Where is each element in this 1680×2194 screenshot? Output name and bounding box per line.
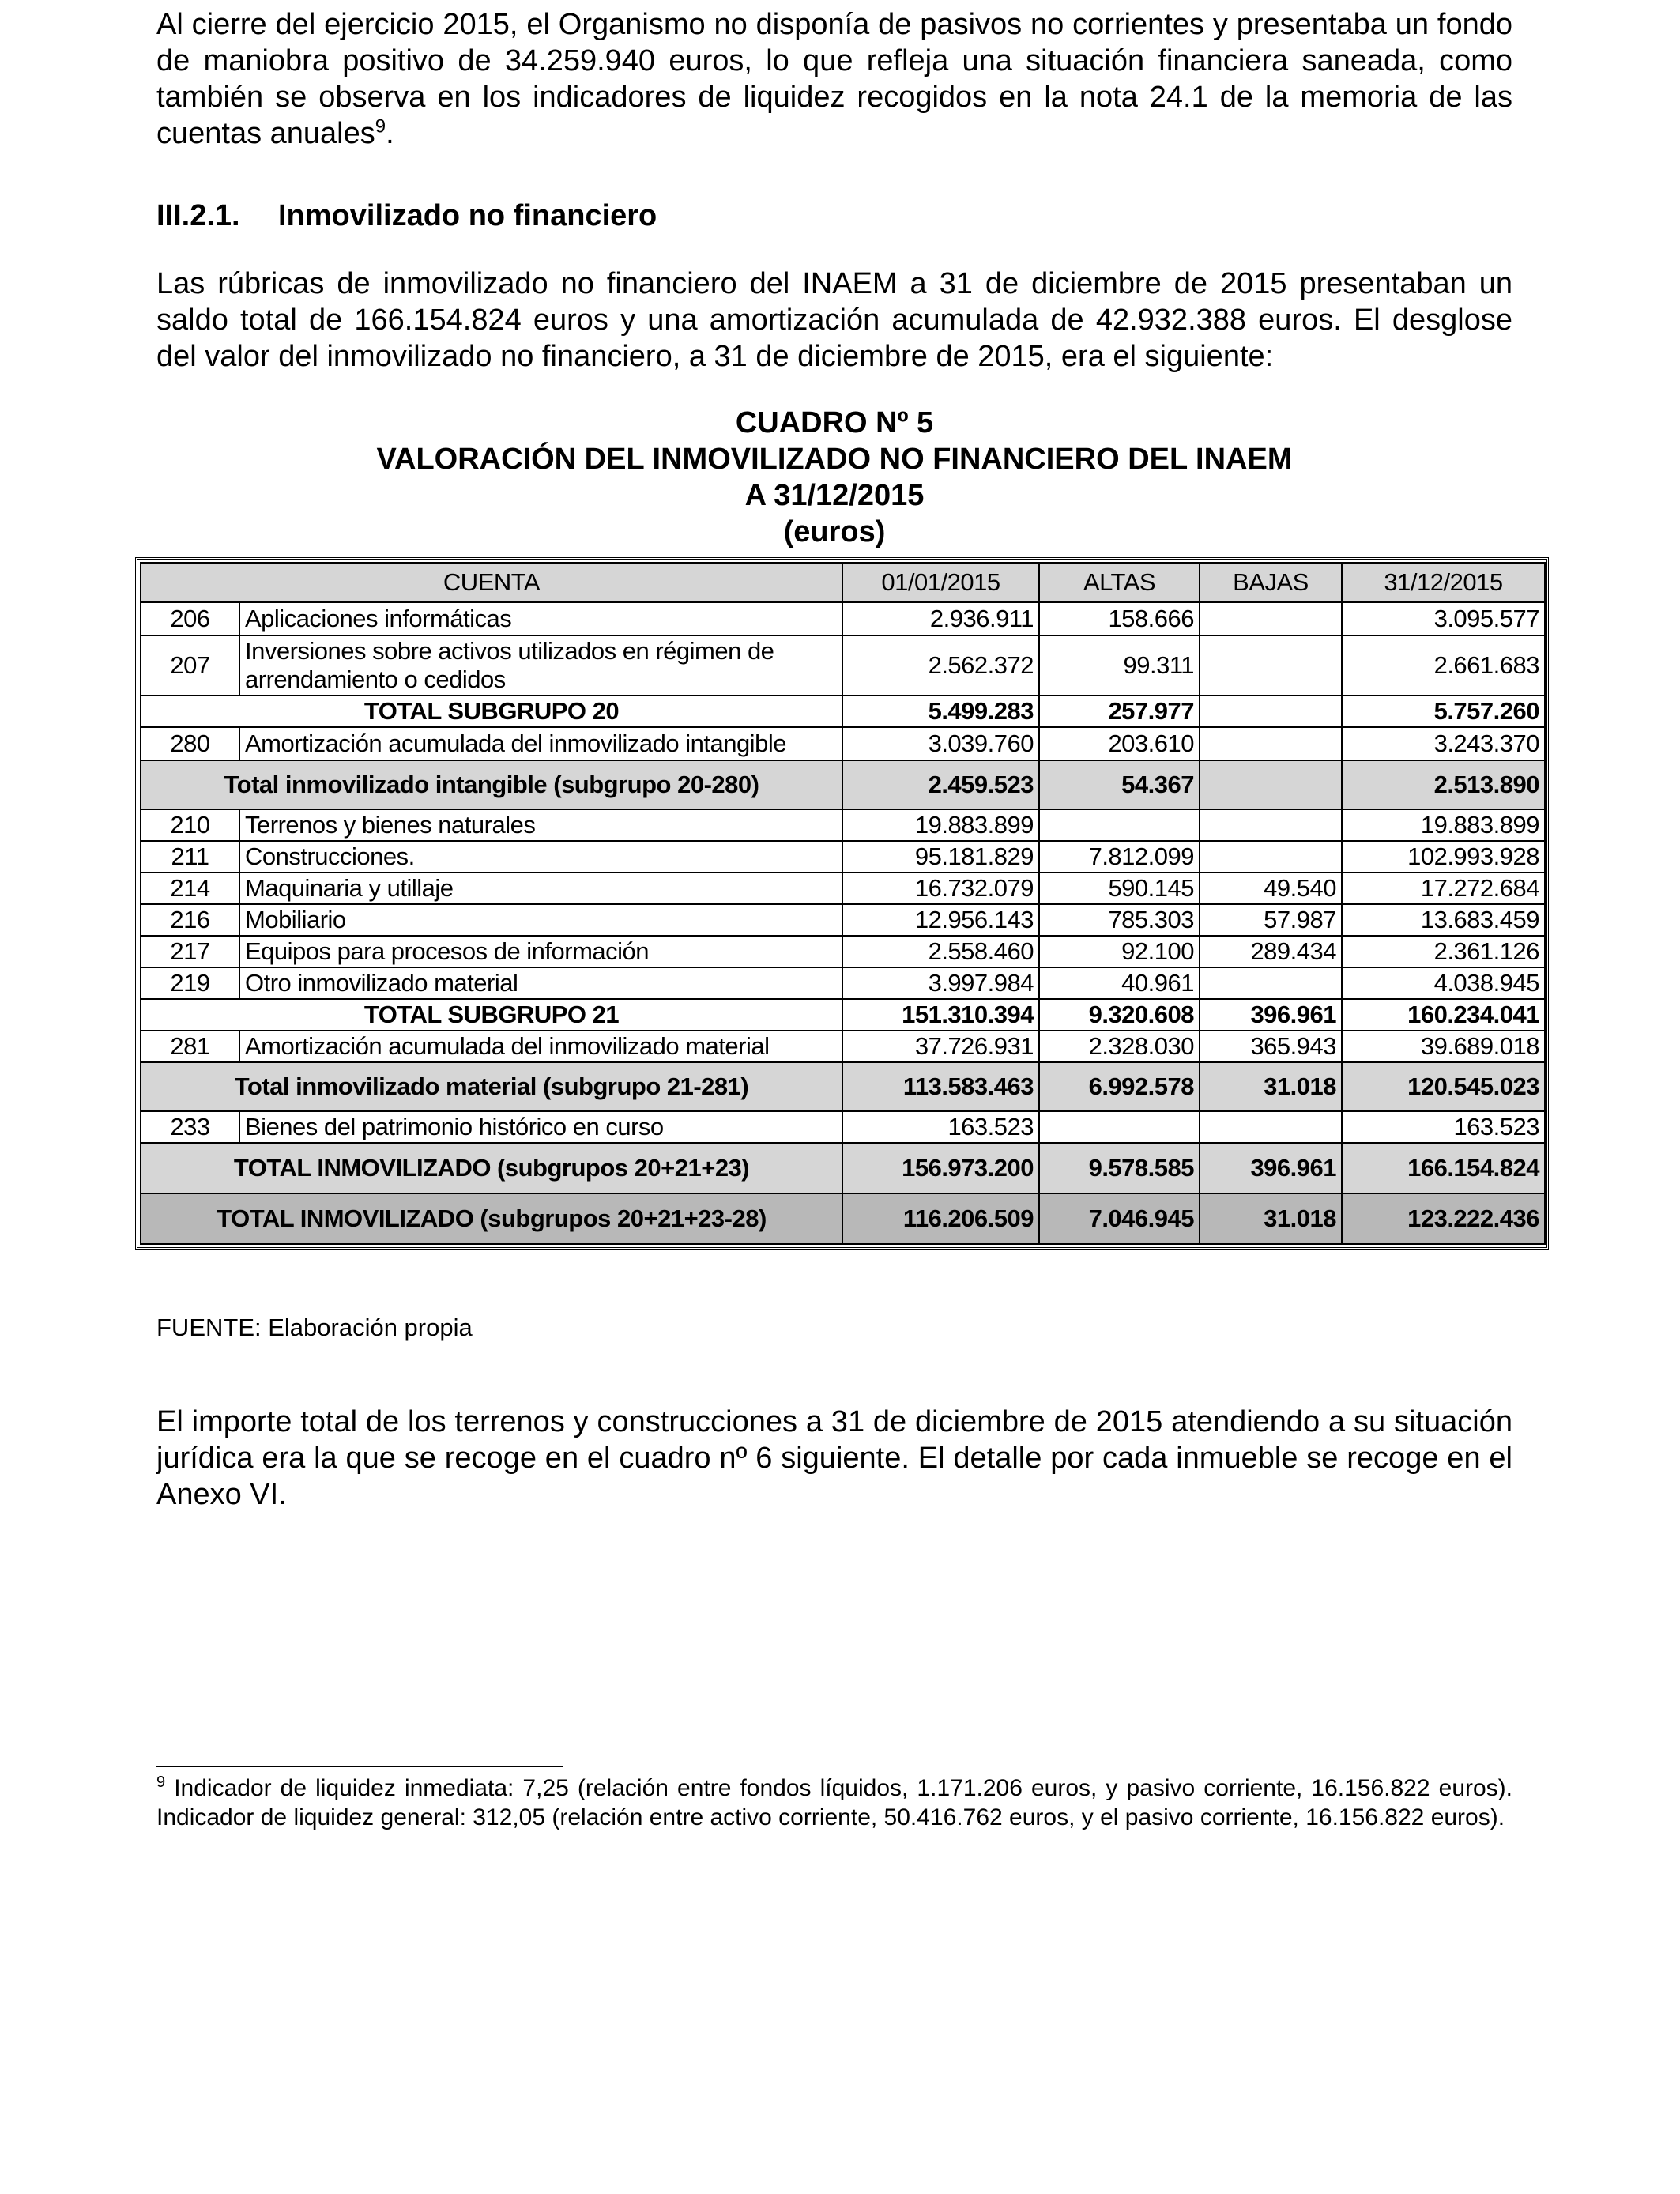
account-desc: Mobiliario (239, 904, 842, 936)
paragraph-liquidity-end: . (386, 117, 394, 150)
value-start: 3.997.984 (842, 967, 1039, 999)
table-row (141, 841, 1545, 873)
value-bajas (1200, 602, 1342, 635)
value-start: 151.310.394 (842, 999, 1039, 1031)
table-row (141, 967, 1545, 999)
account-code: 214 (141, 873, 239, 904)
account-desc: Amortización acumulada del inmovilizado material (239, 1031, 842, 1062)
table-title-line3: A 31/12/2015 (744, 479, 925, 512)
value-start: 12.956.143 (842, 904, 1039, 936)
value-end: 13.683.459 (1342, 904, 1545, 936)
value-start: 2.562.372 (842, 635, 1039, 696)
value-altas: 9.320.608 (1039, 999, 1200, 1031)
value-bajas (1200, 727, 1342, 760)
subtotal-row (141, 999, 1545, 1031)
section-total-row (141, 760, 1545, 809)
section-number: III.2.1. (156, 199, 240, 232)
section-title: Inmovilizado no financiero (278, 199, 657, 232)
section-total-row (141, 1062, 1545, 1111)
account-desc: Inversiones sobre activos utilizados en régimen de arrendamiento o cedidos (239, 635, 842, 696)
account-desc: Equipos para procesos de información (239, 936, 842, 967)
account-desc: Bienes del patrimonio histórico en curso (239, 1111, 842, 1143)
value-bajas: 365.943 (1200, 1031, 1342, 1062)
account-code: 210 (141, 809, 239, 841)
section-total-label: Total inmovilizado material (subgrupo 21-281) (141, 1062, 842, 1111)
asset-valuation-table (135, 557, 1549, 1250)
table-row (141, 873, 1545, 904)
value-altas: 2.328.030 (1039, 1031, 1200, 1062)
value-altas: 40.961 (1039, 967, 1200, 999)
value-bajas: 31.018 (1200, 1193, 1342, 1244)
subtotal-label: TOTAL SUBGRUPO 20 (141, 696, 842, 727)
value-bajas (1200, 696, 1342, 727)
section-heading (156, 198, 657, 234)
value-bajas: 31.018 (1200, 1062, 1342, 1111)
value-end: 163.523 (1342, 1111, 1545, 1143)
value-start: 5.499.283 (842, 696, 1039, 727)
value-altas: 92.100 (1039, 936, 1200, 967)
paragraph-liquidity-text: Al cierre del ejercicio 2015, el Organismo no disponía de pasivos no corrientes y presentaba un fondo de maniobra positivo de 34.259.940 euros, lo que refleja una situación financiera saneada, como también se observa en los indicadores de liquidez recogidos en la nota 24.1 de la memoria de las cuentas anuales (156, 8, 1512, 150)
section-total-label: Total inmovilizado intangible (subgrupo 20-280) (141, 760, 842, 809)
account-desc: Maquinaria y utillaje (239, 873, 842, 904)
value-altas: 785.303 (1039, 904, 1200, 936)
value-bajas: 396.961 (1200, 999, 1342, 1031)
table-title-line2: VALORACIÓN DEL INMOVILIZADO NO FINANCIERO DEL INAEM (376, 443, 1293, 476)
value-start: 2.459.523 (842, 760, 1039, 809)
subtotal-row (141, 696, 1545, 727)
value-end: 166.154.824 (1342, 1143, 1545, 1193)
value-altas: 6.992.578 (1039, 1062, 1200, 1111)
grand-total-row (141, 1143, 1545, 1193)
table-row (141, 602, 1545, 635)
value-start: 3.039.760 (842, 727, 1039, 760)
value-start: 163.523 (842, 1111, 1039, 1143)
account-code: 206 (141, 602, 239, 635)
table-row (141, 904, 1545, 936)
net-total-label: TOTAL INMOVILIZADO (subgrupos 20+21+23-28) (141, 1193, 842, 1244)
value-altas: 158.666 (1039, 602, 1200, 635)
net-total-row (141, 1193, 1545, 1244)
footnote-text: Indicador de liquidez inmediata: 7,25 (relación entre fondos líquidos, 1.171.206 euros, y pasivo corriente, 16.156.822 euros). Indicador de liquidez general: 312,05 (relación entre activo corriente, 50.416.762 euros, y el pasivo corriente, 16.156.822 euros). (156, 1775, 1512, 1830)
value-start: 95.181.829 (842, 841, 1039, 873)
table-source: FUENTE: Elaboración propia (156, 1314, 473, 1341)
value-end: 2.513.890 (1342, 760, 1545, 809)
value-bajas: 396.961 (1200, 1143, 1342, 1193)
table-row (141, 635, 1545, 696)
account-desc: Otro inmovilizado material (239, 967, 842, 999)
value-altas: 9.578.585 (1039, 1143, 1200, 1193)
value-start: 116.206.509 (842, 1193, 1039, 1244)
table-row (141, 1031, 1545, 1062)
asset-table (140, 562, 1546, 1245)
value-end: 102.993.928 (1342, 841, 1545, 873)
value-altas: 590.145 (1039, 873, 1200, 904)
account-desc: Amortización acumulada del inmovilizado intangible (239, 727, 842, 760)
account-code: 207 (141, 635, 239, 696)
value-altas (1039, 809, 1200, 841)
table-row (141, 809, 1545, 841)
value-altas: 99.311 (1039, 635, 1200, 696)
footnote-mark: 9 (156, 1774, 166, 1791)
table-header-row (141, 563, 1545, 602)
value-bajas (1200, 1111, 1342, 1143)
value-bajas: 49.540 (1200, 873, 1342, 904)
table-title-line4: (euros) (783, 515, 886, 548)
account-code: 219 (141, 967, 239, 999)
header-date-start: 01/01/2015 (842, 563, 1039, 602)
value-end: 120.545.023 (1342, 1062, 1545, 1111)
value-end: 3.243.370 (1342, 727, 1545, 760)
value-start: 16.732.079 (842, 873, 1039, 904)
value-end: 3.095.577 (1342, 602, 1545, 635)
table-row (141, 1111, 1545, 1143)
value-end: 17.272.684 (1342, 873, 1545, 904)
value-end: 2.661.683 (1342, 635, 1545, 696)
paragraph-intro: Las rúbricas de inmovilizado no financiero del INAEM a 31 de diciembre de 2015 presentaban un saldo total de 166.154.824 euros y una amortización acumulada de 42.932.388 euros. El desglose del valor del inmovilizado no financiero, a 31 de diciembre de 2015, era el siguiente: (156, 267, 1512, 373)
value-end: 4.038.945 (1342, 967, 1545, 999)
value-start: 2.558.460 (842, 936, 1039, 967)
value-end: 123.222.436 (1342, 1193, 1545, 1244)
value-altas: 7.046.945 (1039, 1193, 1200, 1244)
value-start: 113.583.463 (842, 1062, 1039, 1111)
value-altas: 7.812.099 (1039, 841, 1200, 873)
header-bajas: BAJAS (1200, 563, 1342, 602)
account-desc: Construcciones. (239, 841, 842, 873)
account-desc: Terrenos y bienes naturales (239, 809, 842, 841)
value-end: 19.883.899 (1342, 809, 1545, 841)
value-bajas (1200, 760, 1342, 809)
value-altas (1039, 1111, 1200, 1143)
paragraph-liquidity (156, 6, 1512, 152)
footnote-ref-9[interactable]: 9 (375, 115, 386, 138)
account-code: 280 (141, 727, 239, 760)
table-row (141, 727, 1545, 760)
value-end: 2.361.126 (1342, 936, 1545, 967)
value-bajas (1200, 809, 1342, 841)
value-altas: 54.367 (1039, 760, 1200, 809)
value-bajas (1200, 967, 1342, 999)
value-bajas (1200, 635, 1342, 696)
account-code: 217 (141, 936, 239, 967)
subtotal-label: TOTAL SUBGRUPO 21 (141, 999, 842, 1031)
value-bajas: 57.987 (1200, 904, 1342, 936)
account-desc: Aplicaciones informáticas (239, 602, 842, 635)
value-start: 156.973.200 (842, 1143, 1039, 1193)
value-altas: 203.610 (1039, 727, 1200, 760)
value-altas: 257.977 (1039, 696, 1200, 727)
value-start: 2.936.911 (842, 602, 1039, 635)
value-start: 19.883.899 (842, 809, 1039, 841)
header-altas: ALTAS (1039, 563, 1200, 602)
account-code: 233 (141, 1111, 239, 1143)
value-end: 160.234.041 (1342, 999, 1545, 1031)
account-code: 216 (141, 904, 239, 936)
value-start: 37.726.931 (842, 1031, 1039, 1062)
value-end: 5.757.260 (1342, 696, 1545, 727)
grand-total-label: TOTAL INMOVILIZADO (subgrupos 20+21+23) (141, 1143, 842, 1193)
header-date-end: 31/12/2015 (1342, 563, 1545, 602)
value-bajas (1200, 841, 1342, 873)
table-title (156, 405, 1512, 550)
table-row (141, 936, 1545, 967)
value-end: 39.689.018 (1342, 1031, 1545, 1062)
account-code: 281 (141, 1031, 239, 1062)
header-cuenta: CUENTA (141, 563, 842, 602)
account-code: 211 (141, 841, 239, 873)
paragraph-closing: El importe total de los terrenos y construcciones a 31 de diciembre de 2015 atendiendo a su situación jurídica era la que se recoge en el cuadro nº 6 siguiente. El detalle por cada inmueble se recoge en el Anexo VI. (156, 1405, 1512, 1511)
footnote-divider (156, 1766, 563, 1767)
value-bajas: 289.434 (1200, 936, 1342, 967)
table-title-line1: CUADRO Nº 5 (735, 406, 934, 439)
footnote (156, 1774, 1512, 1832)
